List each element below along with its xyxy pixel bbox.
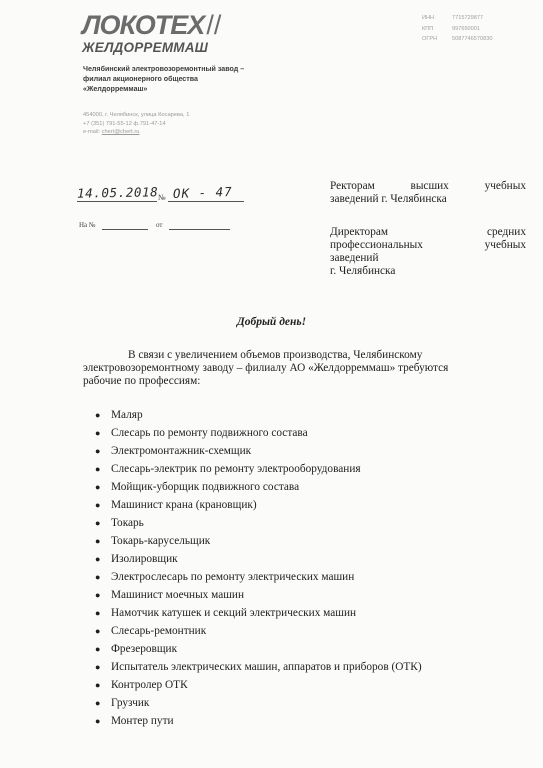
handwritten-date: 14.05.2018 bbox=[76, 184, 159, 201]
profession-text: Намотчик катушек и секций электрических машин bbox=[111, 607, 357, 619]
company-logo bbox=[82, 10, 221, 55]
bullet-icon: ● bbox=[95, 554, 101, 564]
reg-row-ogrn bbox=[422, 34, 492, 45]
number-sign: № bbox=[158, 193, 166, 202]
org-contacts bbox=[83, 111, 189, 137]
addressee-word: Ректорам bbox=[330, 180, 375, 192]
body-line: электровозоремонтному заводу – филиалу АО «Желдорреммаш» требуются bbox=[83, 362, 449, 374]
list-item bbox=[95, 694, 422, 712]
org-phone: +7 (351) 791-55-12 ф.791-47-14 bbox=[83, 120, 166, 127]
list-item bbox=[95, 568, 422, 586]
addressee-word: высших bbox=[410, 180, 449, 192]
list-item bbox=[95, 532, 422, 550]
bullet-icon: ● bbox=[95, 446, 101, 456]
logo-slash: // bbox=[206, 10, 222, 40]
bullet-icon: ● bbox=[95, 482, 101, 492]
email-link[interactable]: chert@chert.ru bbox=[101, 129, 140, 136]
addressee-line bbox=[330, 180, 526, 193]
body-line: рабочие по профессиям: bbox=[83, 375, 201, 387]
logo-main-text: ЛОКОТЕХ bbox=[82, 10, 205, 40]
list-item bbox=[95, 460, 422, 478]
addressee-line: г. Челябинска bbox=[330, 265, 396, 277]
reg-label: ОГРН bbox=[422, 36, 438, 42]
profession-text: Фрезеровщик bbox=[111, 643, 178, 655]
list-item bbox=[95, 550, 422, 568]
list-item bbox=[95, 406, 422, 424]
reg-row-kpp bbox=[422, 24, 492, 35]
addressee-line: заведений г. Челябинска bbox=[330, 193, 447, 205]
profession-text: Слесарь-ремонтник bbox=[111, 625, 207, 637]
list-item bbox=[95, 676, 422, 694]
profession-text: Машинист крана (крановщик) bbox=[111, 499, 257, 511]
bullet-icon: ● bbox=[95, 518, 101, 528]
professions-list bbox=[95, 406, 422, 730]
greeting: Добрый день! bbox=[236, 316, 307, 328]
bullet-icon: ● bbox=[95, 500, 101, 510]
registration-block bbox=[422, 13, 492, 45]
number-underline bbox=[168, 201, 244, 202]
profession-text: Токарь-карусельщик bbox=[111, 535, 211, 547]
handwritten-number: ОК - 47 bbox=[172, 183, 233, 202]
bullet-icon: ● bbox=[95, 536, 101, 546]
bullet-icon: ● bbox=[95, 428, 101, 438]
addressee-word: учебных bbox=[484, 180, 526, 192]
list-item bbox=[95, 442, 422, 460]
reg-label: ИНН bbox=[422, 15, 435, 21]
bullet-icon: ● bbox=[95, 464, 101, 474]
bullet-icon: ● bbox=[95, 626, 101, 636]
addressee-rectors bbox=[330, 180, 526, 206]
addressee-directors bbox=[330, 226, 526, 278]
org-address: 454000, г. Челябинск, улица Косарева, 1 bbox=[83, 112, 190, 118]
ref-prefix: На № bbox=[79, 221, 96, 229]
reg-row-inn bbox=[422, 13, 492, 24]
bullet-icon: ● bbox=[95, 698, 101, 708]
logo-sub-text: ЖЕЛДОРРЕММАШ bbox=[82, 40, 209, 55]
list-item bbox=[95, 622, 422, 640]
addressee-word: Директорам bbox=[330, 226, 389, 238]
profession-text: Мойщик-уборщик подвижного состава bbox=[111, 481, 300, 493]
org-email-row bbox=[83, 128, 189, 137]
bullet-icon: ● bbox=[95, 410, 101, 420]
org-line: Челябинский электровозоремонтный завод – bbox=[83, 65, 245, 73]
reg-value: 7715729877 bbox=[452, 15, 484, 21]
bullet-icon: ● bbox=[95, 608, 101, 618]
reg-label: КПП bbox=[422, 25, 434, 32]
list-item bbox=[95, 640, 422, 658]
reg-value: 5087746570830 bbox=[452, 36, 493, 42]
bullet-icon: ● bbox=[95, 662, 101, 672]
org-name-block bbox=[83, 65, 244, 94]
addressee-line: заведений bbox=[330, 252, 379, 264]
addressee-line bbox=[330, 226, 526, 239]
list-item bbox=[95, 604, 422, 622]
body-line: В связи с увеличением объемов производства, Челябинскому bbox=[128, 349, 423, 361]
addressee-word: средних bbox=[486, 226, 526, 238]
list-item bbox=[95, 514, 422, 532]
ref-date-line bbox=[169, 229, 230, 230]
date-underline bbox=[77, 201, 157, 202]
profession-text: Слесарь по ремонту подвижного состава bbox=[111, 427, 308, 439]
profession-text: Монтер пути bbox=[111, 715, 174, 727]
profession-text: Электрослесарь по ремонту электрических машин bbox=[111, 571, 355, 583]
addressee-word: профессиональных bbox=[330, 239, 423, 251]
org-line: филиал акционерного общества bbox=[83, 74, 198, 83]
profession-text: Машинист моечных машин bbox=[111, 589, 245, 601]
list-item bbox=[95, 496, 422, 514]
bullet-icon: ● bbox=[95, 680, 101, 690]
email-label: e-mail: bbox=[83, 129, 101, 136]
profession-text: Слесарь-электрик по ремонту электрооборудования bbox=[111, 463, 361, 475]
list-item bbox=[95, 424, 422, 442]
body-paragraph bbox=[83, 349, 521, 388]
profession-text: Изолировщик bbox=[111, 553, 178, 565]
profession-text: Токарь bbox=[111, 517, 144, 529]
profession-text: Испытатель электрических машин, аппаратов и приборов (ОТК) bbox=[111, 661, 422, 673]
ref-from: от bbox=[156, 221, 163, 229]
profession-text: Контролер ОТК bbox=[111, 679, 188, 691]
bullet-icon: ● bbox=[95, 716, 101, 726]
org-line: «Желдорреммаш» bbox=[83, 84, 148, 93]
profession-text: Маляр bbox=[111, 409, 143, 421]
profession-text: Грузчик bbox=[111, 697, 150, 709]
reg-value: 997650001 bbox=[452, 25, 480, 32]
bullet-icon: ● bbox=[95, 572, 101, 582]
list-item bbox=[95, 658, 422, 676]
addressee-line bbox=[330, 239, 526, 252]
bullet-icon: ● bbox=[95, 644, 101, 654]
list-item bbox=[95, 712, 422, 730]
addressee-word: учебных bbox=[484, 239, 526, 251]
profession-text: Электромонтажник-схемщик bbox=[111, 445, 252, 457]
bullet-icon: ● bbox=[95, 590, 101, 600]
list-item bbox=[95, 586, 422, 604]
list-item bbox=[95, 478, 422, 496]
ref-number-line bbox=[102, 229, 148, 230]
